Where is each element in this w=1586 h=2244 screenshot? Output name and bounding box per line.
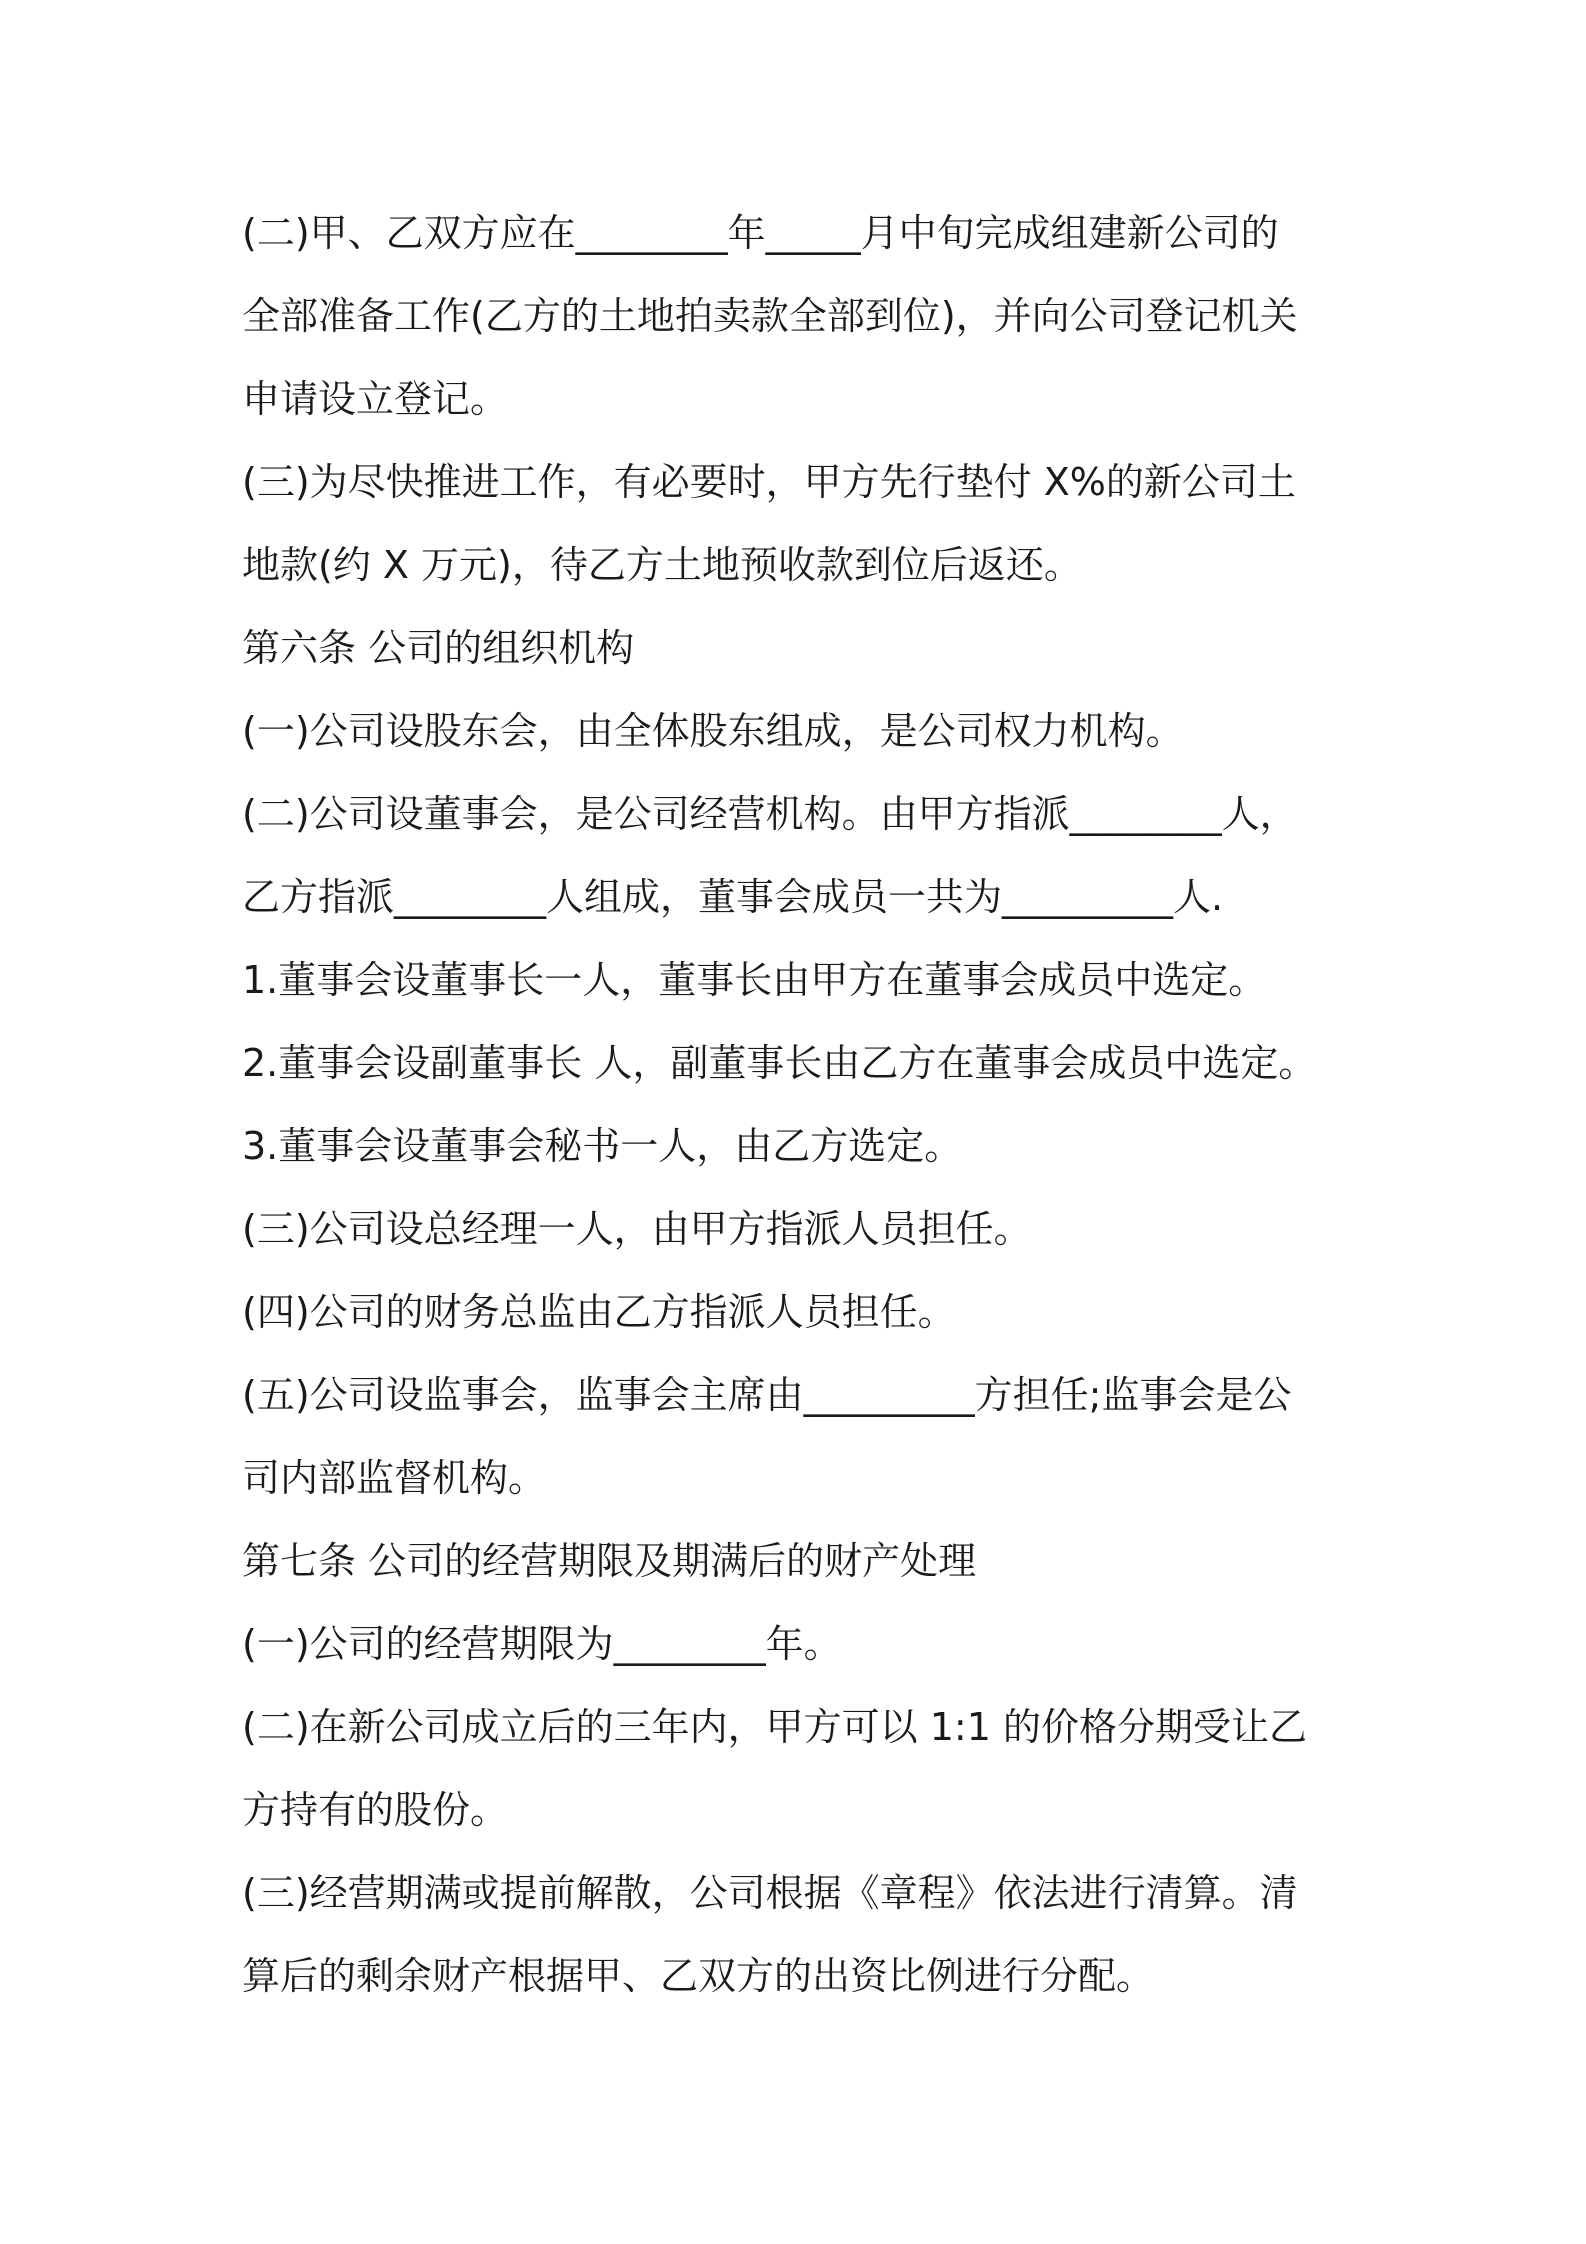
text-line: (一)公司设股东会，由全体股东组成，是公司权力机构。	[242, 709, 1184, 753]
text-line: 2.董事会设副董事长 人，副董事长由乙方在董事会成员中选定。	[242, 1041, 1317, 1085]
article-heading: 第七条 公司的经营期限及期满后的财产处理	[242, 1539, 977, 1583]
article-heading: 第六条 公司的组织机构	[242, 626, 635, 670]
document-body	[242, 192, 1362, 2018]
text-line: 全部准备工作(乙方的土地拍卖款全部到位)，并向公司登记机关	[242, 294, 1298, 338]
text-line: 申请设立登记。	[242, 377, 509, 421]
text-line: 方持有的股份。	[242, 1788, 509, 1832]
text-line: 司内部监督机构。	[242, 1456, 547, 1500]
text-line: 乙方指派________人组成，董事会成员一共为_________人.	[242, 875, 1224, 919]
text-line: (三)为尽快推进工作，有必要时，甲方先行垫付 X%的新公司土	[242, 460, 1296, 504]
text-line: (一)公司的经营期限为________年。	[242, 1622, 842, 1666]
text-line: (二)在新公司成立后的三年内，甲方可以 1:1 的价格分期受让乙	[242, 1705, 1307, 1749]
text-line: (三)公司设总经理一人，由甲方指派人员担任。	[242, 1207, 1032, 1251]
text-line: (三)经营期满或提前解散，公司根据《章程》依法进行清算。清	[242, 1871, 1298, 1915]
text-line: 1.董事会设董事长一人，董事长由甲方在董事会成员中选定。	[242, 958, 1267, 1002]
text-line: (二)公司设董事会，是公司经营机构。由甲方指派________人，	[242, 792, 1298, 836]
text-line: (二)甲、乙双方应在________年_____月中旬完成组建新公司的	[242, 211, 1279, 255]
text-line: 地款(约 X 万元)，待乙方土地预收款到位后返还。	[242, 543, 1082, 587]
text-line: 算后的剩余财产根据甲、乙双方的出资比例进行分配。	[242, 1954, 1155, 1998]
text-line: 3.董事会设董事会秘书一人，由乙方选定。	[242, 1124, 963, 1168]
text-line: (五)公司设监事会，监事会主席由_________方担任;监事会是公	[242, 1373, 1292, 1417]
text-line: (四)公司的财务总监由乙方指派人员担任。	[242, 1290, 956, 1334]
